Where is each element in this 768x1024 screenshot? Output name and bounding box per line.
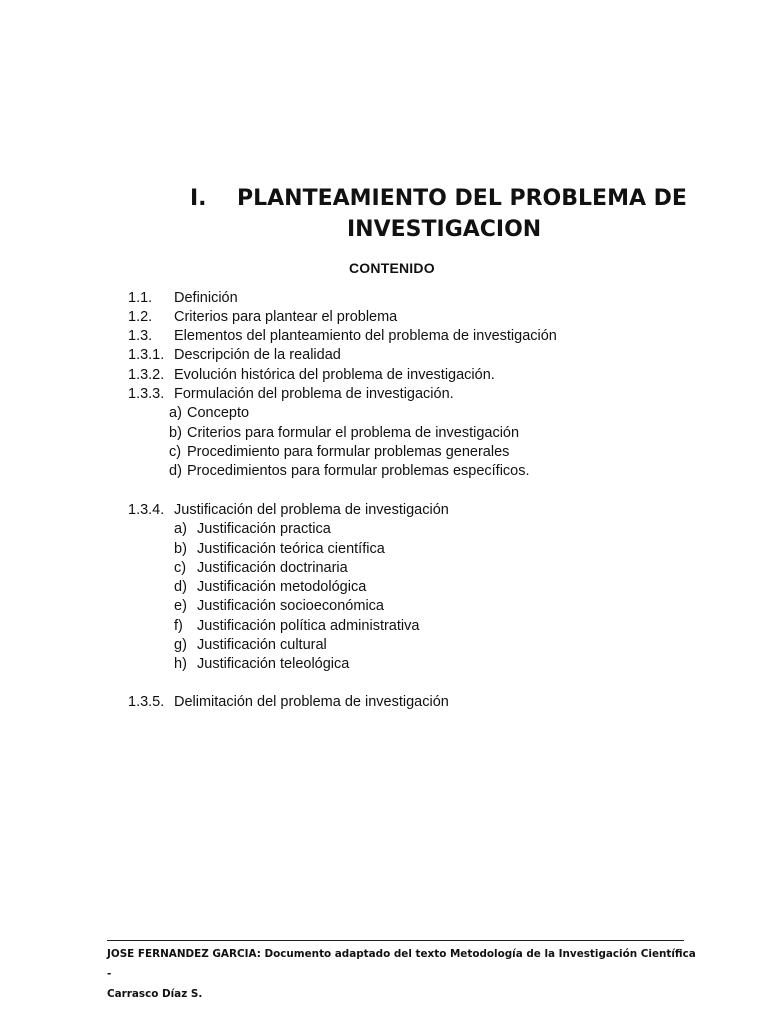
toc-subitem-text: Justificación cultural: [197, 637, 327, 653]
toc-subitem-text: Justificación metodológica: [197, 579, 367, 595]
footer-divider: [107, 940, 684, 941]
toc-subitem-letter: a): [169, 405, 182, 421]
toc-item-text: Justificación del problema de investigación: [174, 502, 449, 518]
toc-subitem-text: Justificación practica: [197, 521, 331, 537]
toc-subitem-text: Justificación socioeconómica: [197, 598, 384, 614]
toc-item-number: 1.2.: [128, 309, 153, 325]
chapter-title-line-2: INVESTIGACION: [347, 217, 542, 242]
toc-subitem-letter: d): [174, 579, 187, 595]
toc-subitem-text: Justificación política administrativa: [197, 618, 420, 634]
toc-subitem-letter: f): [174, 618, 183, 634]
toc-subitem-text: Justificación teleológica: [197, 656, 350, 672]
toc-subitem-letter: h): [174, 656, 187, 672]
toc-subitem-letter: b): [169, 425, 182, 441]
toc-item-number: 1.3.2.: [128, 367, 165, 383]
toc-subitem-text: Concepto: [187, 405, 250, 421]
toc-subitem-letter: c): [174, 560, 187, 576]
toc-item-text: Formulación del problema de investigación.: [174, 386, 454, 402]
toc-subitem-letter: d): [169, 463, 182, 479]
contents-heading: CONTENIDO: [349, 260, 435, 276]
footer-line-2: Carrasco Díaz S.: [107, 988, 203, 1000]
toc-subitem-text: Justificación teórica científica: [197, 541, 385, 557]
toc-subitem-text: Procedimiento para formular problemas generales: [187, 444, 510, 460]
footer-line-1: JOSE FERNANDEZ GARCIA: Documento adaptado del texto Metodología de la Investigación Científica -: [107, 948, 696, 980]
toc-subitem-letter: c): [169, 444, 182, 460]
toc-item-text: Descripción de la realidad: [174, 347, 341, 363]
toc-item-number: 1.3.1.: [128, 347, 165, 363]
toc-item-text: Elementos del planteamiento del problema de investigación: [174, 328, 557, 344]
chapter-title-line-1: PLANTEAMIENTO DEL PROBLEMA DE: [237, 186, 687, 211]
page-footer: [107, 944, 697, 1004]
toc-item-text: Evolución histórica del problema de investigación.: [174, 367, 495, 383]
toc-item-number: 1.1.: [128, 290, 153, 306]
chapter-number: I.: [190, 186, 207, 211]
toc-subitem-text: Procedimientos para formular problemas específicos.: [187, 463, 530, 479]
toc-subitem-letter: b): [174, 541, 187, 557]
toc-item-number: 1.3.3.: [128, 386, 165, 402]
toc-subitem-letter: a): [174, 521, 187, 537]
toc-item-number: 1.3.5.: [128, 694, 165, 710]
toc-item-text: Delimitación del problema de investigación: [174, 694, 449, 710]
toc-subitem-text: Criterios para formular el problema de investigación: [187, 425, 520, 441]
toc-item-text: Definición: [174, 290, 238, 306]
toc-subitem-text: Justificación doctrinaria: [197, 560, 348, 576]
toc-item-text: Criterios para plantear el problema: [174, 309, 398, 325]
toc-item-number: 1.3.4.: [128, 502, 165, 518]
toc-item-number: 1.3.: [128, 328, 153, 344]
toc-subitem-letter: e): [174, 598, 187, 614]
toc-subitem-letter: g): [174, 637, 187, 653]
